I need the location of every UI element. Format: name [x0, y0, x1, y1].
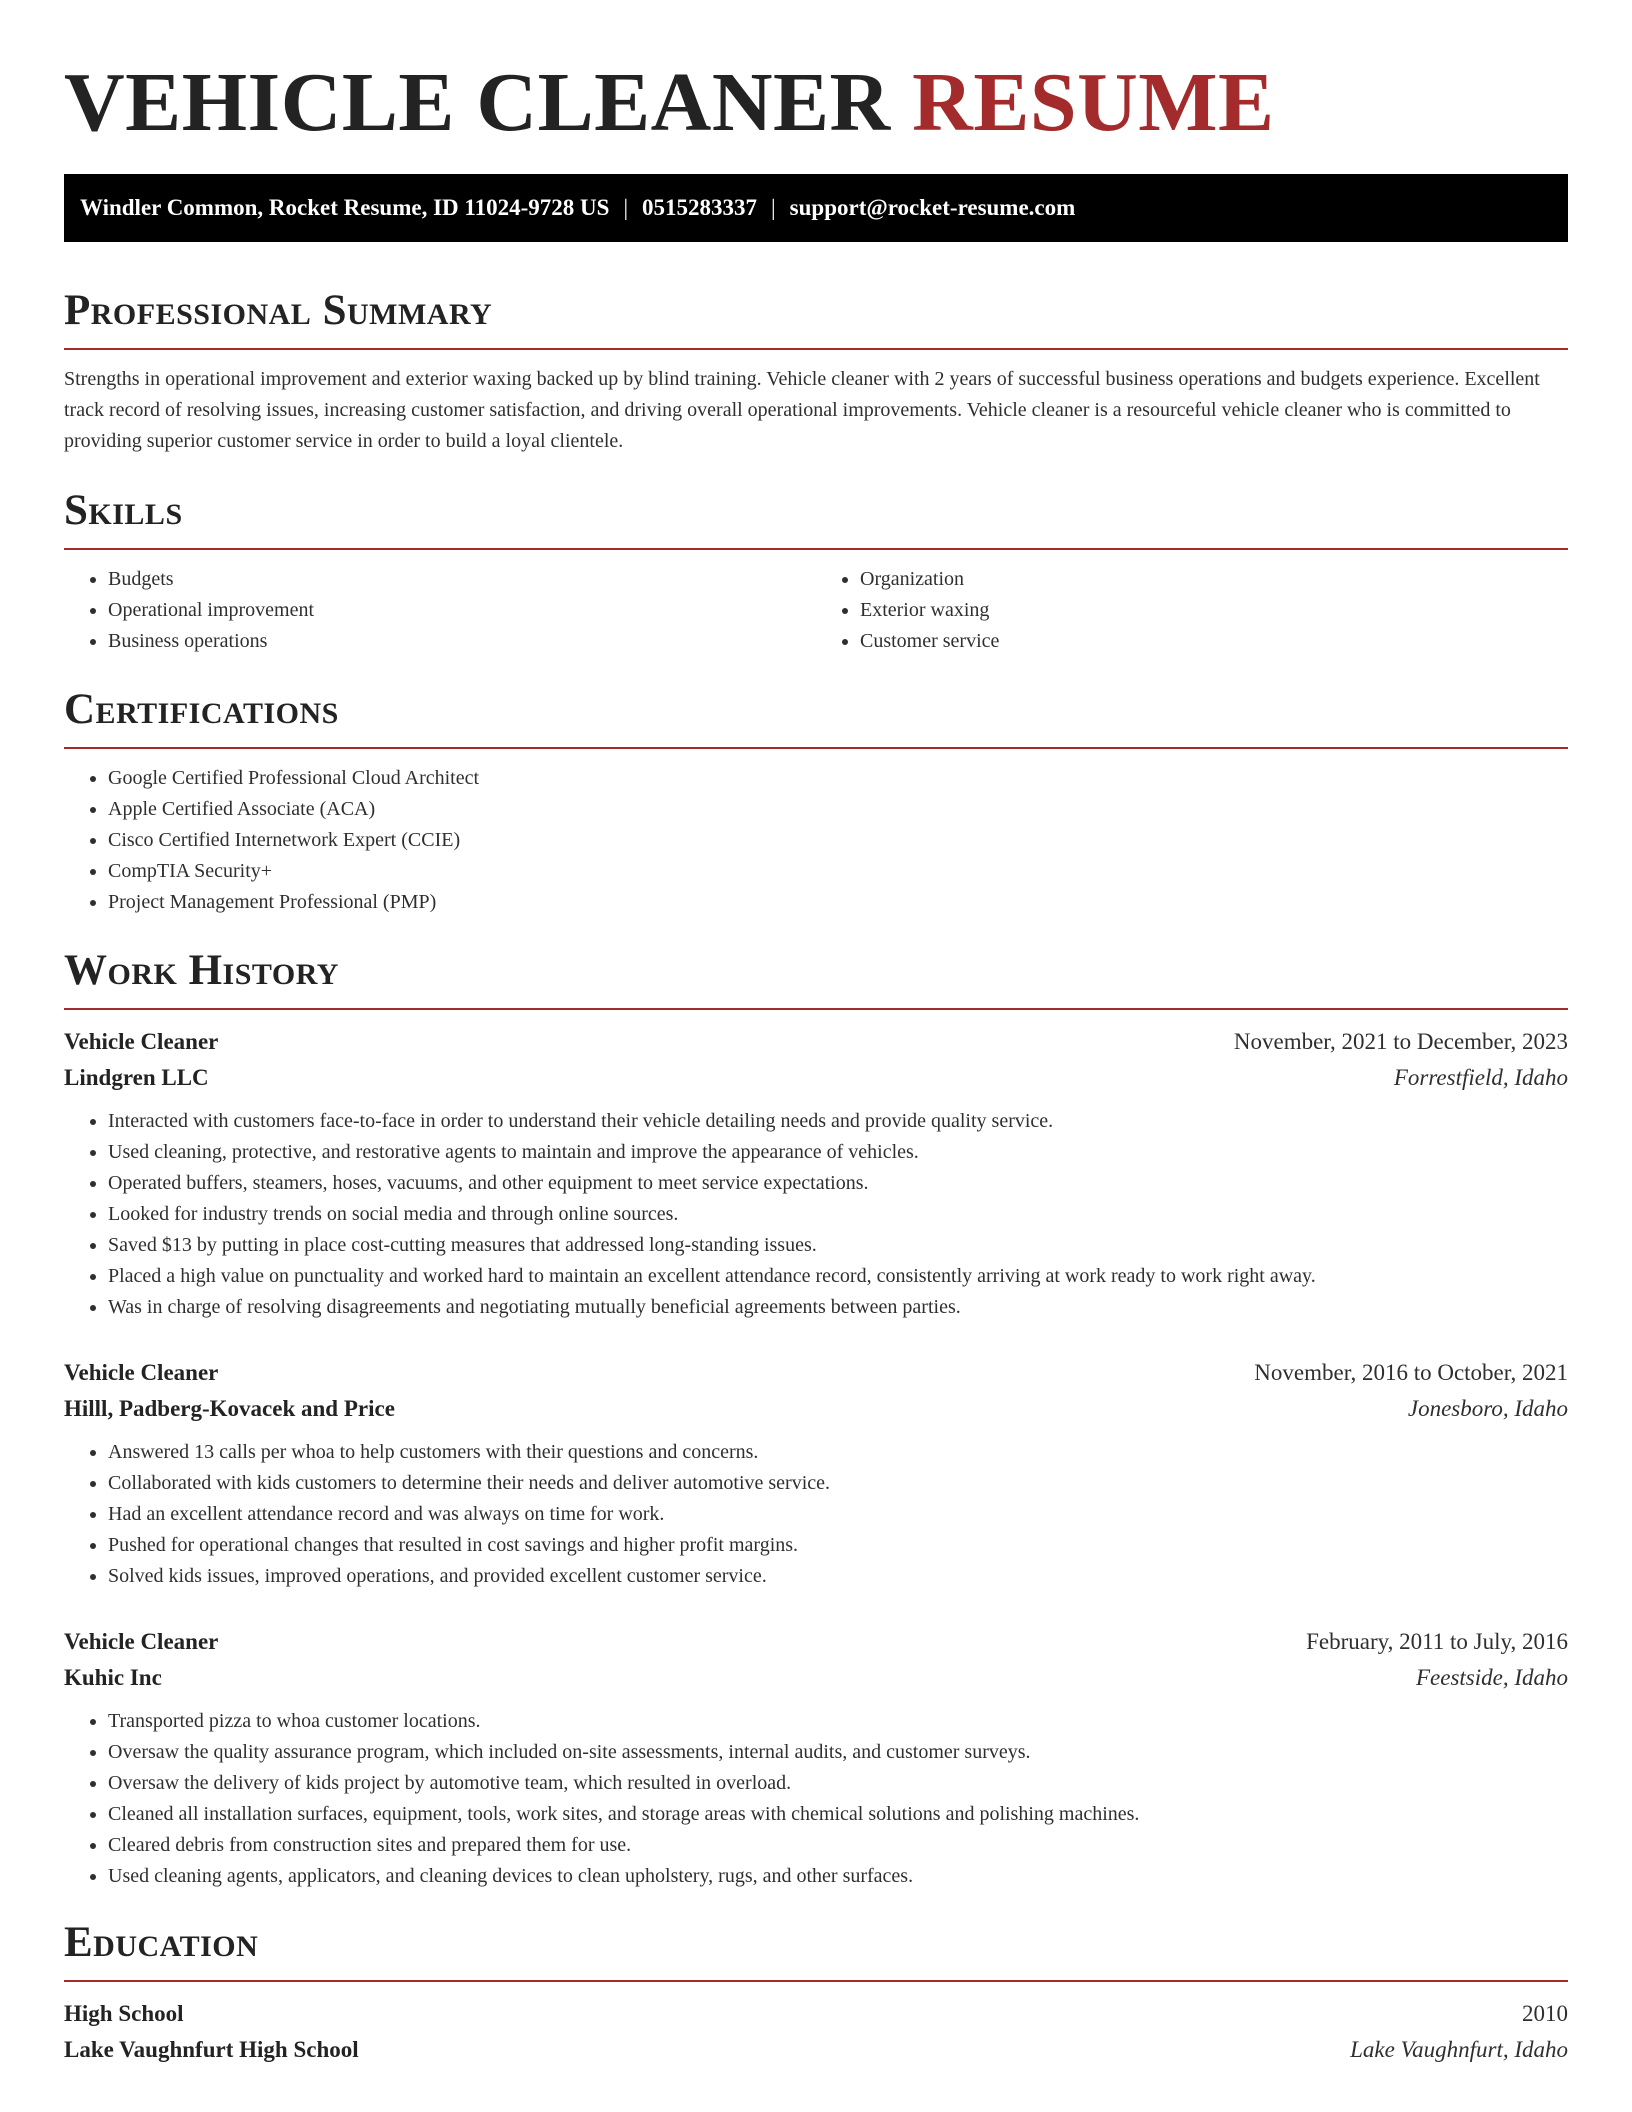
education-degree: High School — [64, 2001, 184, 2026]
job-bullet: • Pushed for operational changes that resulted in cost savings and higher profit margins. — [108, 1530, 1568, 1561]
job-bullet: • Collaborated with kids customers to determine their needs and deliver automotive service. — [108, 1468, 1568, 1499]
job-employer: Lindgren LLC — [64, 1065, 209, 1090]
summary-section — [64, 284, 1568, 457]
job-employer-row — [64, 1391, 1568, 1427]
contact-address: Windler Common, Rocket Resume, ID 11024-9728 US — [80, 195, 610, 220]
education-school: Lake Vaughnfurt High School — [64, 2037, 359, 2062]
skills-heading: Skills — [64, 487, 183, 534]
job-bullet: • Saved $13 by putting in place cost-cutting measures that addressed long-standing issues. — [108, 1230, 1568, 1261]
job-location: Jonesboro, Idaho — [1407, 1396, 1568, 1421]
section-divider — [64, 1980, 1568, 1982]
job-bullet: • Oversaw the delivery of kids project by automotive team, which resulted in overload. — [108, 1768, 1568, 1799]
education-section — [64, 1916, 1568, 2068]
job-bullet: • Cleared debris from construction sites and prepared them for use. — [108, 1830, 1568, 1861]
job-bullet: • Used cleaning agents, applicators, and cleaning devices to clean upholstery, rugs, and other surfaces. — [108, 1861, 1568, 1892]
job-dates: November, 2021 to December, 2023 — [1233, 1029, 1568, 1054]
title-main: VEHICLE CLEANER — [64, 56, 891, 149]
skills-column-right — [816, 564, 1568, 657]
job-bullet: • Solved kids issues, improved operations, and provided excellent customer service. — [108, 1561, 1568, 1592]
title-accent: RESUME — [912, 56, 1275, 149]
job-entry — [64, 1024, 1568, 1323]
job-bullet: • Operated buffers, steamers, hoses, vacuums, and other equipment to meet service expectations. — [108, 1168, 1568, 1199]
job-title: Vehicle Cleaner — [64, 1029, 219, 1054]
work-history-section — [64, 944, 1568, 1892]
education-location: Lake Vaughnfurt, Idaho — [1350, 2037, 1568, 2062]
job-bullet: • Looked for industry trends on social media and through online sources. — [108, 1199, 1568, 1230]
section-divider — [64, 1008, 1568, 1010]
certification-item: • Project Management Professional (PMP) — [108, 887, 1568, 918]
education-year: 2010 — [1522, 2001, 1568, 2026]
job-bullet: • Oversaw the quality assurance program, which included on-site assessments, internal audits, and customer surveys. — [108, 1737, 1568, 1768]
resume-title — [64, 50, 1568, 156]
job-header-row — [64, 1024, 1568, 1060]
job-bullet: • Used cleaning, protective, and restorative agents to maintain and improve the appearance of vehicles. — [108, 1137, 1568, 1168]
work-history-heading: Work History — [64, 947, 339, 994]
skills-section — [64, 484, 1568, 657]
job-bullets — [64, 1706, 1568, 1892]
skills-list-right — [816, 564, 1568, 657]
skill-item: • Budgets — [108, 564, 816, 595]
education-heading: Education — [64, 1919, 259, 1966]
certification-item: • CompTIA Security+ — [108, 856, 1568, 887]
summary-text: Strengths in operational improvement and exterior waxing backed up by blind training. Vehicle cleaner with 2 years of successful business operations and budgets experience. Excellent track record of resolving issues, increasing customer satisfaction, and driving overall operational improvements. Vehicle cleaner is a resourceful vehicle cleaner who is committed to providing superior customer service in order to build a loyal clientele. — [64, 368, 1540, 452]
job-employer-row — [64, 1060, 1568, 1096]
job-bullets — [64, 1437, 1568, 1592]
job-bullet: • Placed a high value on punctuality and worked hard to maintain an excellent attendance record, consistently arriving at work ready to work right away. — [108, 1261, 1568, 1292]
skill-item: • Customer service — [860, 626, 1568, 657]
section-divider — [64, 548, 1568, 550]
skill-item: • Organization — [860, 564, 1568, 595]
contact-phone: 0515283337 — [642, 195, 758, 220]
job-bullet: • Had an excellent attendance record and was always on time for work. — [108, 1499, 1568, 1530]
job-entry — [64, 1355, 1568, 1592]
skill-item: • Operational improvement — [108, 595, 816, 626]
education-school-row — [64, 2032, 1568, 2068]
section-divider — [64, 747, 1568, 749]
job-location: Feestside, Idaho — [1415, 1665, 1568, 1690]
job-bullet: • Answered 13 calls per whoa to help customers with their questions and concerns. — [108, 1437, 1568, 1468]
job-bullet: • Cleaned all installation surfaces, equipment, tools, work sites, and storage areas with chemical solutions and polishing machines. — [108, 1799, 1568, 1830]
job-bullets — [64, 1106, 1568, 1323]
skill-item: • Business operations — [108, 626, 816, 657]
contact-bar — [64, 174, 1568, 242]
job-bullet: • Transported pizza to whoa customer locations. — [108, 1706, 1568, 1737]
section-divider — [64, 348, 1568, 350]
job-bullet: • Interacted with customers face-to-face in order to understand their vehicle detailing needs and provide quality service. — [108, 1106, 1568, 1137]
contact-email: support@rocket-resume.com — [789, 195, 1076, 220]
contact-separator: | — [771, 195, 776, 220]
job-employer: Hilll, Padberg-Kovacek and Price — [64, 1396, 395, 1421]
job-header-row — [64, 1355, 1568, 1391]
education-header-row — [64, 1996, 1568, 2032]
job-location: Forrestfield, Idaho — [1393, 1065, 1568, 1090]
certification-item: • Apple Certified Associate (ACA) — [108, 794, 1568, 825]
job-entry — [64, 1624, 1568, 1892]
certification-item: • Cisco Certified Internetwork Expert (CCIE) — [108, 825, 1568, 856]
job-title: Vehicle Cleaner — [64, 1360, 219, 1385]
certification-item: • Google Certified Professional Cloud Architect — [108, 763, 1568, 794]
skills-column-left — [64, 564, 816, 657]
skill-item: • Exterior waxing — [860, 595, 1568, 626]
certifications-list — [64, 763, 1568, 918]
job-employer-row — [64, 1660, 1568, 1696]
job-employer: Kuhic Inc — [64, 1665, 162, 1690]
contact-separator: | — [623, 195, 629, 220]
job-title: Vehicle Cleaner — [64, 1629, 219, 1654]
job-header-row — [64, 1624, 1568, 1660]
certifications-heading: Certifications — [64, 686, 339, 733]
skills-grid — [64, 564, 1568, 657]
summary-heading: Professional Summary — [64, 287, 493, 334]
job-dates: November, 2016 to October, 2021 — [1254, 1360, 1568, 1385]
certifications-section — [64, 683, 1568, 918]
skills-list-left — [64, 564, 816, 657]
job-dates: February, 2011 to July, 2016 — [1306, 1629, 1568, 1654]
job-bullet: • Was in charge of resolving disagreements and negotiating mutually beneficial agreements between parties. — [108, 1292, 1568, 1323]
